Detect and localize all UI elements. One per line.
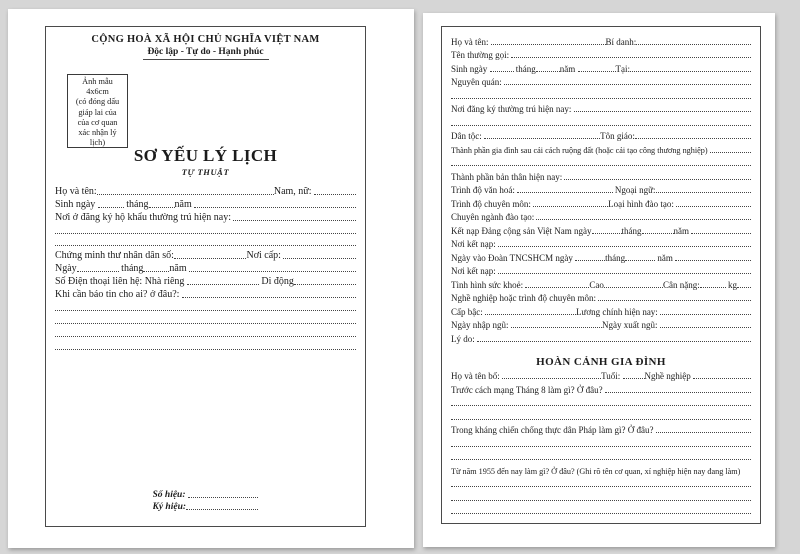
dotted-leader bbox=[642, 233, 674, 234]
dotted-leader bbox=[504, 84, 751, 85]
dotted-leader bbox=[283, 258, 356, 259]
dotted-leader bbox=[55, 233, 356, 234]
dotted-leader bbox=[575, 260, 605, 261]
dotted-leader bbox=[182, 297, 356, 298]
dotted-leader bbox=[98, 207, 124, 208]
form-line bbox=[451, 141, 751, 155]
form-line bbox=[55, 339, 356, 352]
photo-box-line: (có đóng dấu bbox=[75, 97, 120, 107]
dotted-leader bbox=[525, 287, 589, 288]
form-line bbox=[451, 74, 751, 88]
field-label: Dân tộc: bbox=[451, 131, 484, 141]
form-line bbox=[55, 223, 356, 236]
form-line bbox=[55, 300, 356, 313]
field-label: Trình độ chuyên môn: bbox=[451, 198, 534, 209]
dotted-leader bbox=[490, 71, 514, 72]
dotted-leader bbox=[314, 194, 356, 195]
form-line bbox=[451, 489, 751, 503]
form-line bbox=[451, 168, 751, 182]
dotted-leader bbox=[691, 233, 751, 234]
form-line bbox=[451, 317, 751, 331]
page-right-border-box bbox=[441, 26, 761, 524]
form-line bbox=[451, 330, 751, 344]
form-line bbox=[451, 408, 751, 422]
field-label: Cân nặng: bbox=[663, 279, 700, 290]
field-label: tháng bbox=[513, 63, 536, 74]
photo-box-line: Ảnh mẫu bbox=[82, 77, 113, 86]
page-left-border-box bbox=[45, 26, 366, 527]
form-line bbox=[451, 236, 751, 250]
dotted-leader bbox=[710, 152, 751, 153]
dotted-leader bbox=[55, 349, 356, 350]
form-line bbox=[451, 422, 751, 436]
field-label: Ngày vào Đoàn TNCSHCM ngày bbox=[451, 252, 576, 263]
dotted-leader bbox=[498, 246, 751, 247]
field-label: Thành phần gia đình sau cải cách ruộng đất (hoặc cải tạo công thương nghiệp) bbox=[451, 145, 710, 155]
left-form-lines bbox=[46, 184, 365, 352]
dotted-leader bbox=[451, 405, 751, 406]
national-motto-line1: CỘNG HOÀ XÃ HỘI CHỦ NGHĨA VIỆT NAM bbox=[91, 34, 320, 45]
motto-underline bbox=[143, 59, 269, 60]
form-line bbox=[451, 114, 751, 128]
form-line bbox=[55, 184, 356, 197]
dotted-leader bbox=[660, 314, 751, 315]
photo-box-line: 4x6cm bbox=[86, 87, 109, 97]
field-label: Lương chính hiện nay: bbox=[575, 306, 661, 317]
field-label: Lý do: bbox=[451, 333, 477, 344]
form-line bbox=[153, 488, 259, 500]
dotted-leader bbox=[451, 459, 751, 460]
dotted-leader bbox=[656, 192, 751, 193]
dotted-leader bbox=[451, 486, 751, 487]
dotted-leader bbox=[188, 497, 259, 498]
form-line bbox=[55, 274, 356, 287]
dotted-leader bbox=[55, 310, 356, 311]
field-label: Cấp bậc: bbox=[451, 306, 485, 317]
page-left bbox=[8, 9, 414, 548]
field-label: Nơi kết nạp: bbox=[451, 266, 498, 276]
field-label: năm bbox=[169, 263, 190, 275]
form-title: SƠ YẾU LÝ LỊCH bbox=[133, 146, 278, 165]
field-label: Nguyên quán: bbox=[451, 77, 504, 87]
national-motto-line2: Độc lập - Tự do - Hạnh phúc bbox=[147, 47, 264, 57]
dotted-leader bbox=[186, 509, 258, 510]
dotted-leader bbox=[676, 206, 751, 207]
photo-box-line: giáp lai của bbox=[78, 107, 117, 117]
reference-footer-lines bbox=[153, 488, 259, 512]
field-label: Số Điện thoại liên hệ: Nhà riêng bbox=[55, 276, 187, 288]
dotted-leader bbox=[700, 287, 726, 288]
form-line bbox=[55, 248, 356, 261]
form-line bbox=[451, 381, 751, 395]
form-line bbox=[451, 60, 751, 74]
field-label: Nơi kết nạp: bbox=[451, 239, 498, 249]
dotted-leader bbox=[451, 419, 751, 420]
field-label: Thành phần bản thân hiện nay: bbox=[451, 171, 565, 182]
form-line bbox=[451, 276, 751, 290]
field-label: Từ năm 1955 đến nay làm gì? Ở đâu? (Ghi rõ tên cơ quan, xí nghiệp hiện nay đang làm) bbox=[451, 466, 741, 476]
dotted-leader bbox=[77, 271, 119, 272]
form-line bbox=[55, 313, 356, 326]
dotted-leader bbox=[693, 378, 751, 379]
form-line bbox=[451, 449, 751, 463]
field-label: Nghề nghiệp bbox=[644, 371, 693, 381]
form-line bbox=[55, 261, 356, 274]
dotted-leader bbox=[55, 336, 356, 337]
field-label: Họ và tên: bbox=[55, 185, 97, 197]
field-label: tháng bbox=[605, 252, 626, 263]
dotted-leader bbox=[630, 71, 751, 72]
field-label: năm bbox=[559, 63, 578, 74]
dotted-leader bbox=[592, 233, 622, 234]
field-label: Chứng minh thư nhân dân số: bbox=[55, 250, 174, 262]
form-line bbox=[451, 368, 751, 382]
dotted-leader bbox=[517, 192, 612, 193]
dotted-leader bbox=[625, 260, 655, 261]
field-label: Ký hiệu: bbox=[152, 502, 187, 512]
field-label: Nơi cấp: bbox=[246, 250, 284, 262]
form-line bbox=[55, 210, 356, 223]
field-label: Nơi ở đăng ký hộ khẩu thường trú hiện nay: bbox=[55, 211, 234, 223]
field-label: tháng bbox=[621, 225, 642, 236]
form-line bbox=[451, 476, 751, 490]
field-label: Di động bbox=[258, 276, 294, 288]
dotted-leader bbox=[675, 260, 751, 261]
field-label: Trước cách mạng Tháng 8 làm gì? Ở đâu? bbox=[451, 384, 605, 395]
photo-box-line: của cơ quan bbox=[77, 117, 118, 127]
dotted-leader bbox=[485, 314, 576, 315]
form-line bbox=[55, 287, 356, 300]
field-label: Nghề nghiệp hoặc trình độ chuyên môn: bbox=[451, 293, 599, 303]
field-label: Nam, nữ: bbox=[273, 185, 314, 197]
dotted-leader bbox=[149, 207, 175, 208]
field-label: Kết nạp Đảng cộng sản Việt Nam ngày bbox=[451, 225, 592, 236]
form-line bbox=[451, 155, 751, 169]
field-label: tháng bbox=[123, 198, 149, 210]
form-subtitle: TỰ THUẬT bbox=[181, 167, 230, 177]
field-label: kg bbox=[725, 279, 737, 290]
field-label: Cao bbox=[589, 279, 604, 290]
dotted-leader bbox=[605, 392, 751, 393]
form-line bbox=[451, 101, 751, 115]
field-label: Họ và tên bố: bbox=[451, 371, 502, 381]
page-right bbox=[423, 13, 775, 547]
dotted-leader bbox=[578, 71, 616, 72]
field-label: tháng bbox=[118, 263, 144, 275]
field-label: Trong kháng chiến chống thực dân Pháp làm gì? Ở đâu? bbox=[451, 425, 656, 435]
dotted-leader bbox=[233, 220, 356, 221]
dotted-leader bbox=[194, 207, 356, 208]
dotted-leader bbox=[564, 179, 751, 180]
dotted-leader bbox=[598, 300, 751, 301]
form-line bbox=[55, 197, 356, 210]
dotted-leader bbox=[174, 258, 247, 259]
field-label: Bí danh: bbox=[605, 36, 637, 47]
dotted-leader bbox=[143, 271, 169, 272]
dotted-leader bbox=[477, 341, 751, 342]
dotted-leader bbox=[536, 219, 751, 220]
dotted-leader bbox=[451, 513, 751, 514]
dotted-leader bbox=[55, 245, 356, 246]
field-label: năm bbox=[174, 198, 195, 210]
form-line bbox=[451, 33, 751, 47]
field-label: Số hiệu: bbox=[152, 490, 188, 500]
dotted-leader bbox=[498, 273, 751, 274]
photo-box-line: xác nhận lý bbox=[78, 128, 117, 138]
dotted-leader bbox=[604, 287, 663, 288]
field-label: Tuổi: bbox=[601, 371, 623, 381]
photo-placeholder-box bbox=[67, 74, 128, 148]
form-line bbox=[451, 303, 751, 317]
form-line bbox=[153, 500, 259, 512]
form-line bbox=[451, 290, 751, 304]
dotted-leader bbox=[737, 287, 751, 288]
dotted-leader bbox=[97, 194, 274, 195]
form-line bbox=[55, 326, 356, 339]
dotted-leader bbox=[536, 71, 560, 72]
dotted-leader bbox=[623, 378, 645, 379]
field-label: Tại: bbox=[615, 63, 631, 74]
dotted-leader bbox=[511, 57, 751, 58]
form-line bbox=[451, 249, 751, 263]
field-label: năm bbox=[673, 225, 692, 236]
form-line bbox=[451, 195, 751, 209]
form-line bbox=[451, 209, 751, 223]
dotted-leader bbox=[656, 432, 751, 433]
form-line bbox=[451, 503, 751, 517]
field-label: Ngày bbox=[55, 263, 77, 275]
right-form-lines bbox=[442, 27, 760, 516]
form-line bbox=[451, 395, 751, 409]
dotted-leader bbox=[660, 327, 751, 328]
dotted-leader bbox=[451, 98, 751, 99]
field-label: Loại hình đào tạo: bbox=[608, 198, 677, 209]
field-label: Ngày xuất ngũ: bbox=[602, 320, 660, 330]
dotted-leader bbox=[574, 111, 751, 112]
dotted-leader bbox=[55, 323, 356, 324]
photo-box-line: lịch) bbox=[89, 138, 106, 148]
field-label: Khi cần báo tin cho ai? ở đâu?: bbox=[55, 289, 182, 301]
dotted-leader bbox=[451, 165, 751, 166]
dotted-leader bbox=[294, 284, 356, 285]
dotted-leader bbox=[451, 125, 751, 126]
form-line bbox=[451, 222, 751, 236]
field-label: Nơi đăng ký thường trú hiện nay: bbox=[451, 104, 574, 114]
field-label: Tôn giáo: bbox=[600, 131, 635, 141]
dotted-leader bbox=[491, 44, 606, 45]
form-line bbox=[451, 47, 751, 61]
form-line bbox=[451, 462, 751, 476]
field-label: năm bbox=[655, 252, 676, 263]
field-label: Tình hình sức khoẻ: bbox=[451, 279, 526, 290]
reference-footer bbox=[46, 488, 365, 512]
dotted-leader bbox=[451, 446, 751, 447]
field-label: Sinh ngày bbox=[451, 63, 490, 74]
field-label: Tên thường gọi: bbox=[451, 50, 512, 60]
dotted-leader bbox=[533, 206, 608, 207]
form-line bbox=[451, 263, 751, 277]
form-line bbox=[451, 87, 751, 101]
field-label: Ngày nhập ngũ: bbox=[451, 320, 511, 330]
field-label: Chuyên ngành đào tạo: bbox=[451, 212, 537, 222]
form-line bbox=[55, 236, 356, 249]
field-label: Họ và tên: bbox=[451, 36, 491, 47]
field-label: Sinh ngày bbox=[55, 198, 98, 210]
form-line bbox=[451, 182, 751, 196]
dotted-leader bbox=[502, 378, 601, 379]
dotted-leader bbox=[189, 271, 356, 272]
section-heading: HOÀN CẢNH GIA ĐÌNH bbox=[536, 355, 666, 368]
dotted-leader bbox=[635, 138, 751, 139]
form-line bbox=[451, 435, 751, 449]
form-line bbox=[451, 128, 751, 142]
dotted-leader bbox=[511, 327, 602, 328]
dotted-leader bbox=[484, 138, 600, 139]
field-label: Trình độ văn hoá: bbox=[451, 185, 518, 195]
field-label: Ngoại ngữ: bbox=[612, 185, 656, 195]
dotted-leader bbox=[636, 44, 751, 45]
dotted-leader bbox=[451, 500, 751, 501]
dotted-leader bbox=[187, 284, 259, 285]
